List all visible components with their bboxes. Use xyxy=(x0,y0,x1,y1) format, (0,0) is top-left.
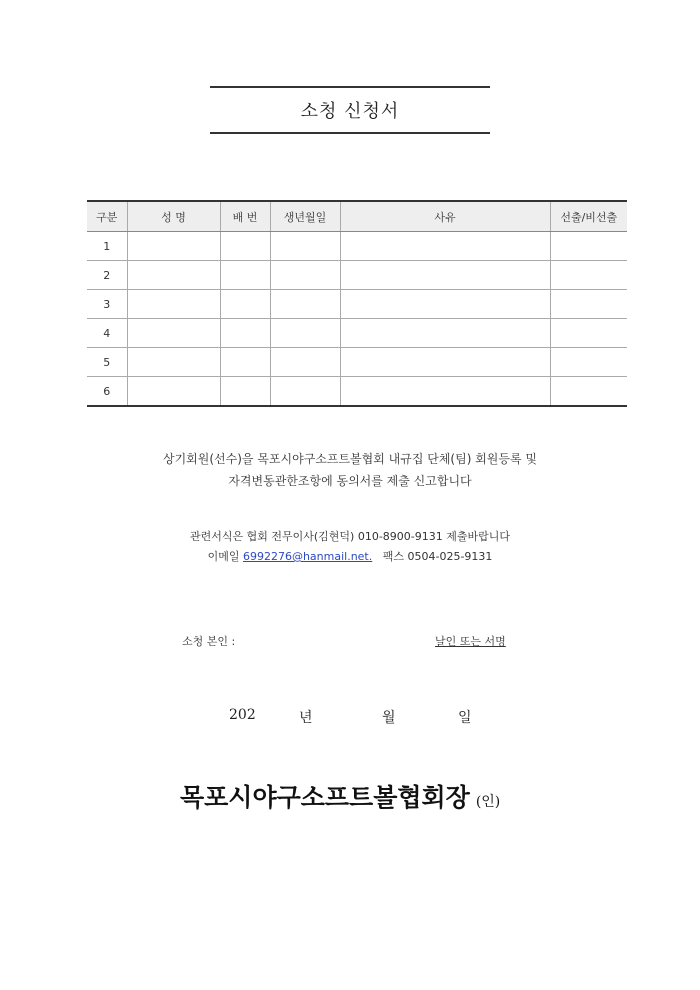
applicant-table xyxy=(87,200,627,407)
table-row xyxy=(87,319,627,348)
row-index: 4 xyxy=(87,319,127,348)
organization-president: 목포시야구소프트볼협회장 xyxy=(180,783,470,812)
contact-line: 관련서식은 협회 전무이사(김현덕) 010-8900-9131 제출바랍니다 xyxy=(189,530,510,543)
name-cell[interactable] xyxy=(127,290,220,319)
birthdate-cell[interactable] xyxy=(270,377,340,407)
contact-info xyxy=(87,527,613,567)
birthdate-cell[interactable] xyxy=(270,319,340,348)
row-index: 3 xyxy=(87,290,127,319)
number-cell[interactable] xyxy=(220,348,270,377)
document-title: 소청 신청서 xyxy=(300,101,400,122)
date-year-unit: 년 xyxy=(299,710,313,726)
name-cell[interactable] xyxy=(127,319,220,348)
birthdate-cell[interactable] xyxy=(270,261,340,290)
table-row xyxy=(87,290,627,319)
elected-cell[interactable] xyxy=(550,261,627,290)
president-signature xyxy=(180,778,500,814)
email-fax-line xyxy=(87,547,613,567)
date-day-unit: 일 xyxy=(458,710,472,726)
reason-cell[interactable] xyxy=(340,348,550,377)
header-name: 성 명 xyxy=(127,201,220,232)
header-category: 구분 xyxy=(87,201,127,232)
seal-mark: (인) xyxy=(475,794,501,810)
name-cell[interactable] xyxy=(127,348,220,377)
table-header-row xyxy=(87,201,627,232)
reason-cell[interactable] xyxy=(340,290,550,319)
birthdate-cell[interactable] xyxy=(270,232,340,261)
row-index: 1 xyxy=(87,232,127,261)
row-index: 6 xyxy=(87,377,127,407)
elected-cell[interactable] xyxy=(550,232,627,261)
consent-statement xyxy=(87,448,613,492)
birthdate-cell[interactable] xyxy=(270,348,340,377)
header-reason: 사유 xyxy=(340,201,550,232)
title-box xyxy=(210,86,490,134)
birthdate-cell[interactable] xyxy=(270,290,340,319)
number-cell[interactable] xyxy=(220,290,270,319)
row-index: 5 xyxy=(87,348,127,377)
name-cell[interactable] xyxy=(127,232,220,261)
statement-line-2: 자격변동관한조항에 동의서를 제출 신고합니다 xyxy=(228,474,472,488)
header-elected: 선출/비선출 xyxy=(550,201,627,232)
statement-line-1: 상기회원(선수)을 목포시야구소프트볼협회 내규집 단체(팀) 회원등록 및 xyxy=(163,452,537,466)
row-index: 2 xyxy=(87,261,127,290)
email-label: 이메일 xyxy=(207,550,240,563)
signature-label: 소청 본인 : xyxy=(182,635,236,648)
elected-cell[interactable] xyxy=(550,377,627,407)
date-month-unit: 월 xyxy=(382,710,396,726)
table-row xyxy=(87,232,627,261)
number-cell[interactable] xyxy=(220,377,270,407)
reason-cell[interactable] xyxy=(340,319,550,348)
elected-cell[interactable] xyxy=(550,319,627,348)
name-cell[interactable] xyxy=(127,377,220,407)
table-row xyxy=(87,377,627,407)
signature-seal-hint[interactable]: 날인 또는 서명 xyxy=(435,635,506,648)
number-cell[interactable] xyxy=(220,232,270,261)
table-row xyxy=(87,261,627,290)
header-number: 배 번 xyxy=(220,201,270,232)
name-cell[interactable] xyxy=(127,261,220,290)
reason-cell[interactable] xyxy=(340,232,550,261)
table-row xyxy=(87,348,627,377)
date-year: 202 xyxy=(229,707,256,723)
elected-cell[interactable] xyxy=(550,348,627,377)
header-birthdate: 생년월일 xyxy=(270,201,340,232)
fax-number: 팩스 0504-025-9131 xyxy=(382,550,493,563)
reason-cell[interactable] xyxy=(340,377,550,407)
email-link[interactable]: 6992276@hanmail.net. xyxy=(242,550,373,563)
number-cell[interactable] xyxy=(220,319,270,348)
elected-cell[interactable] xyxy=(550,290,627,319)
reason-cell[interactable] xyxy=(340,261,550,290)
number-cell[interactable] xyxy=(220,261,270,290)
